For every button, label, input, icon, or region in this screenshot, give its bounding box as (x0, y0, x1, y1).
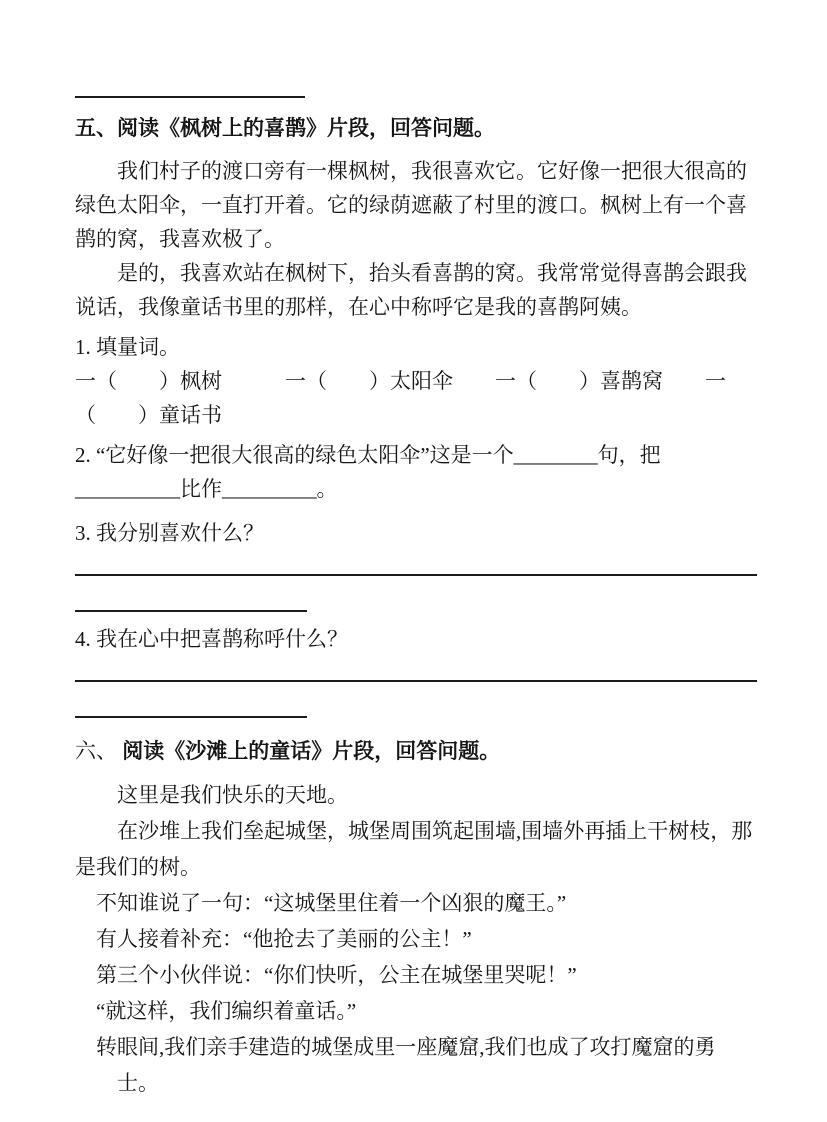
section5-passage-paragraph-1: 我们村子的渡口旁有一棵枫树，我很喜欢它。它好像一把很大很高的绿色太阳伞，一直打开着。它的绿荫遮蔽了村里的渡口。枫树上有一个喜鹊的窝，我喜欢极了。 (75, 159, 747, 251)
question-3-label: 3. 我分别喜欢什么？ (75, 521, 264, 545)
section6-heading-number: 六、 (75, 739, 123, 763)
question-1-label: 1. 填量词。 (75, 335, 180, 359)
question-4-answer-line-1 (75, 680, 757, 682)
section6-passage-paragraph-3: 不知谁说了一句：“这城堡里住着一个凶狠的魔王。” (96, 891, 567, 915)
section6-passage-paragraph-2: 在沙堆上我们垒起城堡，城堡周围筑起围墙,围墙外再插上干树枝，那是我们的树。 (75, 819, 753, 879)
question-4-answer-line-2 (75, 716, 307, 718)
section6-passage-paragraph-4: 有人接着补充：“他抢去了美丽的公主！” (96, 927, 472, 951)
question-4-label: 4. 我在心中把喜鹊称呼什么？ (75, 627, 348, 651)
question-3-answer-line-2 (75, 610, 307, 612)
question-2-line-2: __________比作_________。 (75, 477, 338, 501)
section6 (75, 734, 757, 1101)
section6-passage-paragraph-6: “就这样，我们编织着童话。” (96, 999, 357, 1023)
question-2-line-1: 2. “它好像一把很大很高的绿色太阳伞”这是一个________句，把 (75, 443, 661, 467)
answer-line-top (75, 96, 305, 98)
question-1-blanks-line-2: （ ）童话书 (75, 403, 222, 427)
section6-passage-paragraph-5: 第三个小伙伴说：“你们快听，公主在城堡里哭呢！” (96, 963, 577, 987)
section5-heading (75, 112, 757, 146)
section5-passage-paragraph-2: 是的，我喜欢站在枫树下，抬头看喜鹊的窝。我常常觉得喜鹊会跟我说话，我像童话书里的那样，在心中称呼它是我的喜鹊阿姨。 (75, 261, 747, 319)
section6-passage-paragraph-1: 这里是我们快乐的天地。 (117, 783, 348, 807)
question-3-answer-line-1 (75, 574, 757, 576)
section5-heading-text: 五、阅读《枫树上的喜鹊》片段，回答问题。 (75, 117, 495, 140)
section6-passage-paragraph-7: 转眼间,我们亲手建造的城堡成里一座魔窟,我们也成了攻打魔窟的勇士。 (96, 1035, 716, 1095)
question-1-blanks-line-1: 一（ ）枫树 一（ ）太阳伞 一（ ）喜鹊窝 一 (75, 369, 726, 393)
section6-heading-text: 阅读《沙滩上的童话》片段，回答问题。 (122, 740, 501, 763)
section6-heading (75, 734, 757, 769)
